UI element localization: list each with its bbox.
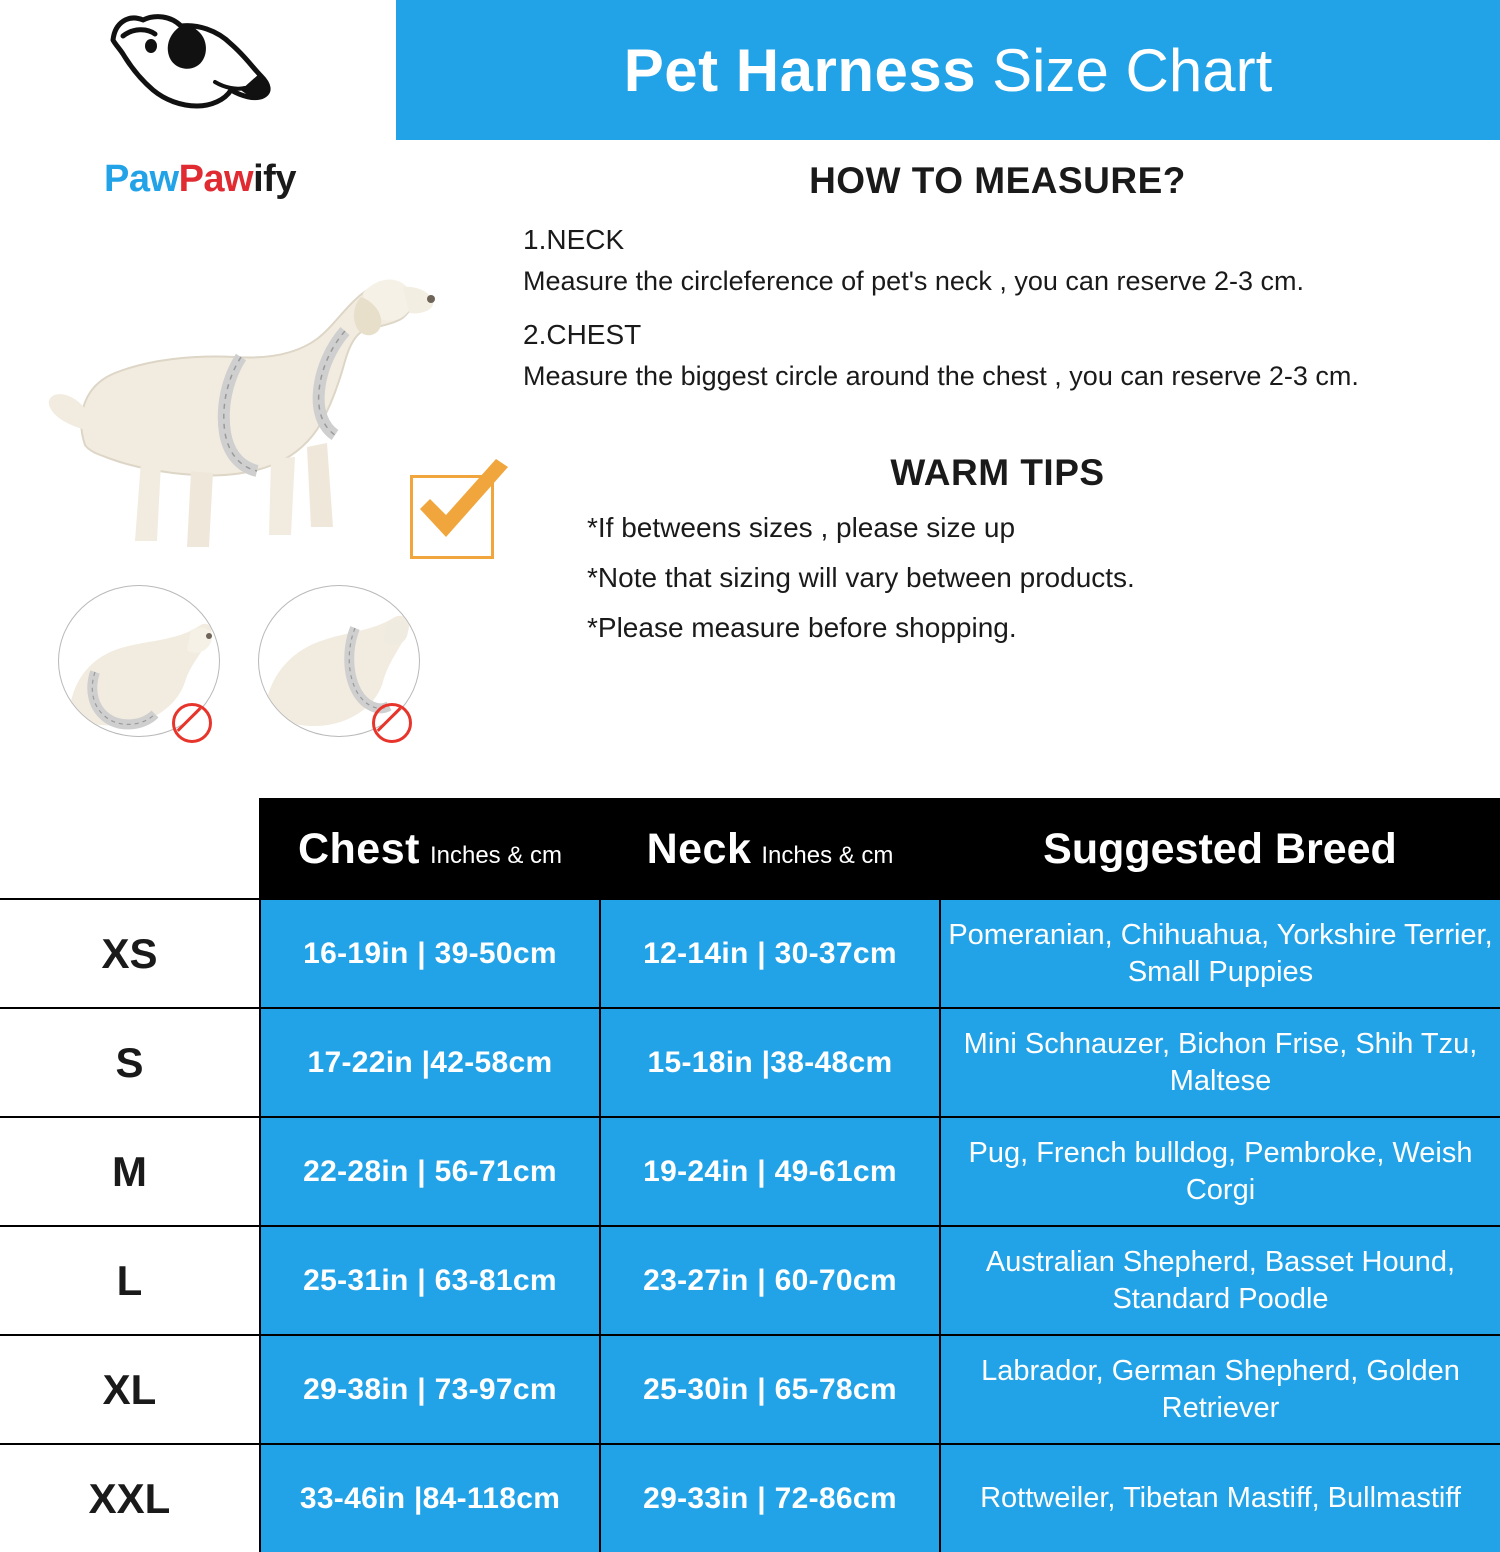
prohibited-icon xyxy=(172,703,212,743)
header-chest xyxy=(260,799,600,899)
measure-step-1-text: Measure the circleference of pet's neck , you can reserve 2-3 cm. xyxy=(523,266,1305,296)
cell-breed: Mini Schnauzer, Bichon Frise, Shih Tzu, Maltese xyxy=(940,1008,1500,1117)
cell-neck: 12-14in | 30-37cm xyxy=(600,899,940,1008)
header-breed-label: Suggested Breed xyxy=(1043,824,1397,873)
measure-step-1-label: 1.NECK xyxy=(523,224,625,255)
cell-chest: 22-28in | 56-71cm xyxy=(260,1117,600,1226)
measurement-illustration xyxy=(35,225,505,785)
header-neck-label: Neck xyxy=(646,824,752,873)
table-row xyxy=(0,1335,1500,1444)
warm-tip-2: *Note that sizing will vary between products. xyxy=(587,562,1135,593)
brand-text-part2: Paw xyxy=(178,158,254,200)
how-to-measure-heading: HOW TO MEASURE? xyxy=(809,160,1186,201)
cell-size: L xyxy=(0,1226,260,1335)
header-breed xyxy=(940,799,1500,899)
cell-chest: 17-22in |42-58cm xyxy=(260,1008,600,1117)
cell-breed: Rottweiler, Tibetan Mastiff, Bullmastiff xyxy=(940,1444,1500,1552)
cell-chest: 16-19in | 39-50cm xyxy=(260,899,600,1008)
check-icon xyxy=(408,453,518,563)
dog-body-illustration xyxy=(45,235,465,575)
dog-head-icon xyxy=(85,10,285,130)
page-title-bold: Pet Harness xyxy=(623,36,977,104)
size-chart-table-wrapper xyxy=(0,798,1500,1552)
cell-neck: 29-33in | 72-86cm xyxy=(600,1444,940,1552)
table-row xyxy=(0,899,1500,1008)
cell-breed: Australian Shepherd, Basset Hound, Standard Poodle xyxy=(940,1226,1500,1335)
page-title xyxy=(396,0,1500,140)
page-title-light: Size Chart xyxy=(992,36,1273,104)
cell-size: XXL xyxy=(0,1444,260,1552)
size-chart-table xyxy=(0,798,1500,1552)
cell-neck: 23-27in | 60-70cm xyxy=(600,1226,940,1335)
incorrect-illustration-2 xyxy=(250,585,430,745)
header-chest-unit: Inches & cm xyxy=(429,841,562,869)
cell-chest: 33-46in |84-118cm xyxy=(260,1444,600,1552)
table-row xyxy=(0,1008,1500,1117)
cell-size: M xyxy=(0,1117,260,1226)
measure-step-2-label: 2.CHEST xyxy=(523,319,642,350)
cell-breed: Labrador, German Shepherd, Golden Retriever xyxy=(940,1335,1500,1444)
measure-step-2-text: Measure the biggest circle around the chest , you can reserve 2-3 cm. xyxy=(523,361,1359,391)
cell-size: XS xyxy=(0,899,260,1008)
cell-neck: 15-18in |38-48cm xyxy=(600,1008,940,1117)
header-chest-label: Chest xyxy=(297,824,420,873)
warm-tip-3: *Please measure before shopping. xyxy=(587,612,1017,643)
incorrect-illustration-1 xyxy=(50,585,230,745)
cell-breed: Pomeranian, Chihuahua, Yorkshire Terrier, Small Puppies xyxy=(940,899,1500,1008)
header-neck xyxy=(600,799,940,899)
table-row xyxy=(0,1226,1500,1335)
cell-size: S xyxy=(0,1008,260,1117)
cell-size: XL xyxy=(0,1335,260,1444)
brand-logo-text xyxy=(20,158,380,201)
table-row xyxy=(0,1117,1500,1226)
table-row xyxy=(0,1444,1500,1552)
warm-tips-heading: WARM TIPS xyxy=(890,452,1105,493)
cell-neck: 25-30in | 65-78cm xyxy=(600,1335,940,1444)
cell-breed: Pug, French bulldog, Pembroke, Weish Corgi xyxy=(940,1117,1500,1226)
brand-logo xyxy=(10,8,390,218)
header-neck-unit: Inches & cm xyxy=(761,841,894,869)
brand-text-part3: ify xyxy=(253,158,296,200)
instructions-panel xyxy=(505,160,1490,644)
cell-chest: 25-31in | 63-81cm xyxy=(260,1226,600,1335)
cell-neck: 19-24in | 49-61cm xyxy=(600,1117,940,1226)
header-size-blank xyxy=(0,799,260,899)
prohibited-icon xyxy=(372,703,412,743)
brand-text-part1: Paw xyxy=(104,158,179,200)
warm-tip-1: *If betweens sizes , please size up xyxy=(587,512,1016,543)
cell-chest: 29-38in | 73-97cm xyxy=(260,1335,600,1444)
table-header-row xyxy=(0,799,1500,899)
